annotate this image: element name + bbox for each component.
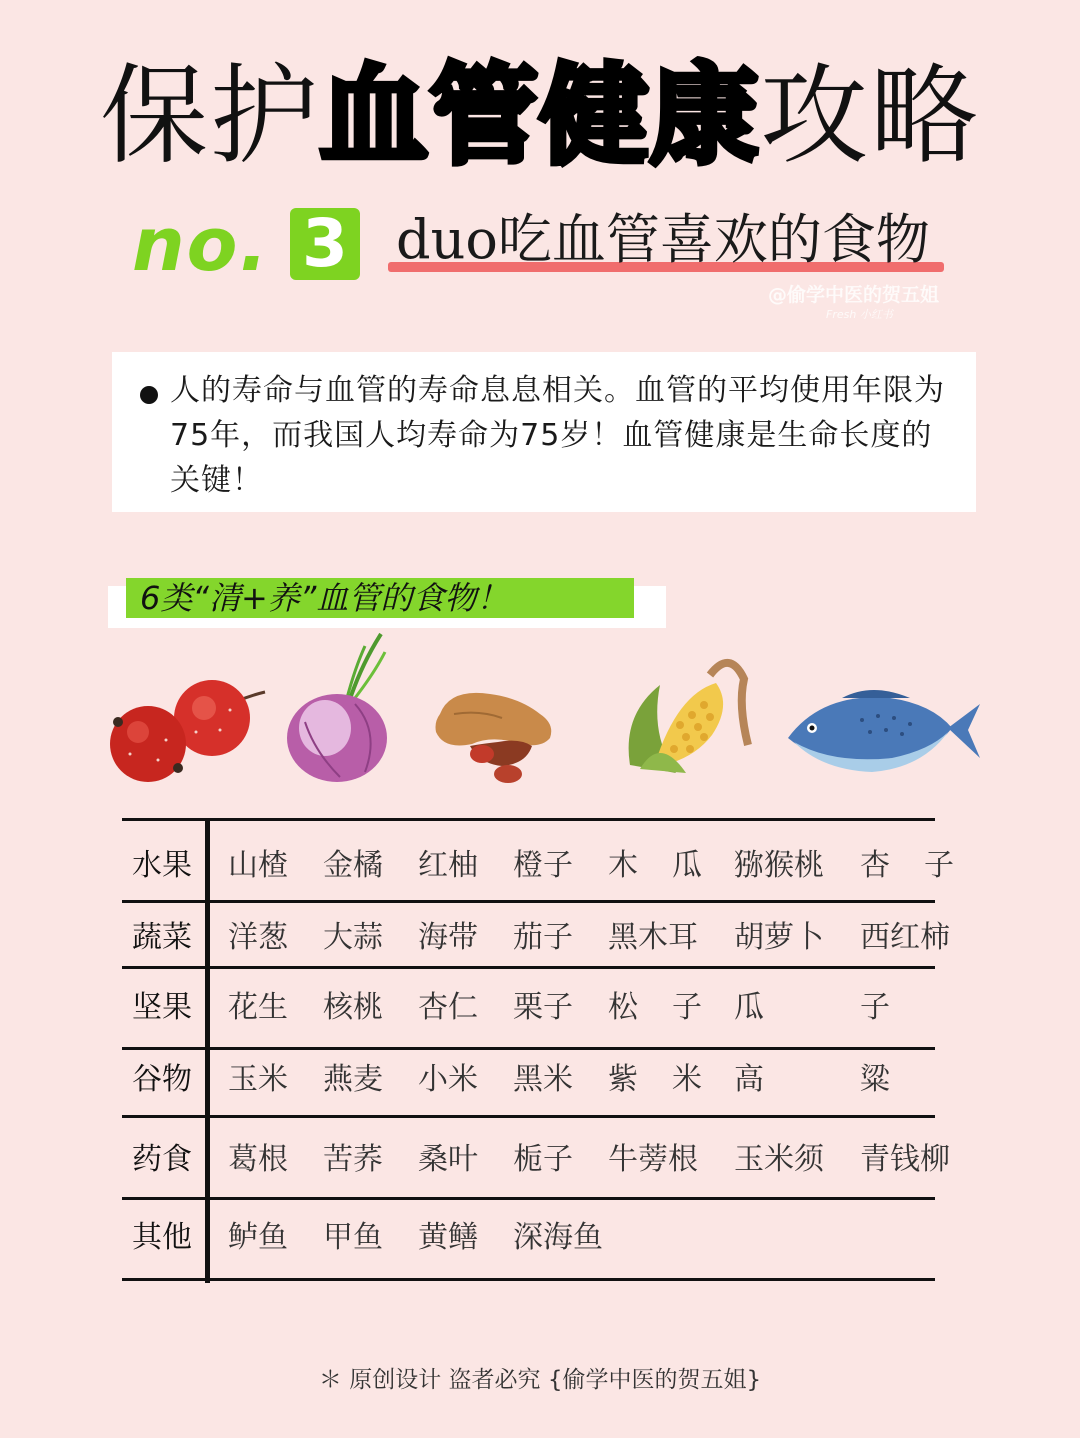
section-number-prefix: no.	[132, 202, 270, 288]
table-row-line	[122, 900, 935, 903]
food-item: 紫	[608, 1062, 638, 1097]
food-item: 甲鱼	[323, 1220, 383, 1255]
section-label: 6类“清+养”血管的食物！	[126, 578, 634, 618]
title-part1: 保护	[99, 54, 320, 179]
category-label: 药食	[132, 1142, 192, 1177]
food-item: 鲈鱼	[228, 1220, 288, 1255]
food-item: 茄子	[513, 920, 573, 955]
food-item: 玉米须	[734, 1142, 824, 1177]
food-item: 杏仁	[418, 990, 478, 1025]
food-item: 花生	[228, 990, 288, 1025]
food-item: 青钱柳	[860, 1142, 950, 1177]
table-row-line	[122, 1197, 935, 1200]
food-item: 高	[734, 1062, 764, 1097]
corn-icon	[620, 655, 760, 780]
food-item: 山楂	[228, 848, 288, 883]
food-item: 燕麦	[323, 1062, 383, 1097]
food-item: 子	[924, 848, 954, 883]
category-label: 坚果	[132, 990, 192, 1025]
food-item: 猕猴桃	[734, 848, 824, 883]
food-item: 金橘	[323, 848, 383, 883]
food-item: 牛蒡根	[608, 1142, 698, 1177]
section-number-badge: 3	[290, 208, 360, 280]
table-row-line	[122, 818, 935, 821]
food-item: 深海鱼	[513, 1220, 603, 1255]
bullet-icon	[140, 386, 158, 404]
table-row-line	[122, 1278, 935, 1281]
food-item: 洋葱	[228, 920, 288, 955]
food-item: 杏	[860, 848, 890, 883]
peanut-icon	[430, 684, 565, 784]
food-item: 粱	[860, 1062, 890, 1097]
food-item: 子	[672, 990, 702, 1025]
food-item: 葛根	[228, 1142, 288, 1177]
food-item: 核桃	[323, 990, 383, 1025]
category-label: 水果	[132, 848, 192, 883]
food-item: 桑叶	[418, 1142, 478, 1177]
food-item: 瓜	[672, 848, 702, 883]
food-item: 苦荞	[323, 1142, 383, 1177]
page-title	[0, 52, 1080, 182]
food-item: 玉米	[228, 1062, 288, 1097]
food-item: 黑木耳	[608, 920, 698, 955]
table-row-line	[122, 966, 935, 969]
food-item: 米	[672, 1062, 702, 1097]
food-item: 瓜	[734, 990, 764, 1025]
onion-icon	[285, 632, 395, 782]
food-item: 木	[608, 848, 638, 883]
food-item: 松	[608, 990, 638, 1025]
food-item: 黄鳝	[418, 1220, 478, 1255]
food-item: 小米	[418, 1062, 478, 1097]
food-item: 西红柿	[860, 920, 950, 955]
footer-copyright: ＊ 原创设计 盗者必究 {偷学中医的贺五姐}	[318, 1367, 762, 1393]
subtitle: duo吃血管喜欢的食物	[396, 208, 930, 271]
food-item: 黑米	[513, 1062, 573, 1097]
table-row-line	[122, 1047, 935, 1050]
food-item: 子	[860, 990, 890, 1025]
food-item: 栀子	[513, 1142, 573, 1177]
table-row-line	[122, 1115, 935, 1118]
hawthorn-icon	[100, 670, 270, 785]
intro-text: 人的寿命与血管的寿命息息相关。血管的平均使用年限为75年，而我国人均寿命为75岁！血管健康是生命长度的关键！	[170, 373, 945, 498]
category-label: 谷物	[132, 1062, 192, 1097]
food-item: 橙子	[513, 848, 573, 883]
category-label: 蔬菜	[132, 920, 192, 955]
food-item: 海带	[418, 920, 478, 955]
food-item: 大蒜	[323, 920, 383, 955]
food-item: 栗子	[513, 990, 573, 1025]
title-part2: 血管健康	[319, 54, 760, 179]
fish-icon	[782, 684, 982, 776]
title-part3: 攻略	[760, 54, 981, 179]
watermark-sub: Fresh 小红书	[826, 308, 893, 321]
watermark: @偷学中医的贺五姐	[768, 284, 940, 306]
food-item: 胡萝卜	[734, 920, 824, 955]
category-label: 其他	[132, 1220, 192, 1255]
table-divider	[205, 820, 210, 1283]
food-item: 红柚	[418, 848, 478, 883]
